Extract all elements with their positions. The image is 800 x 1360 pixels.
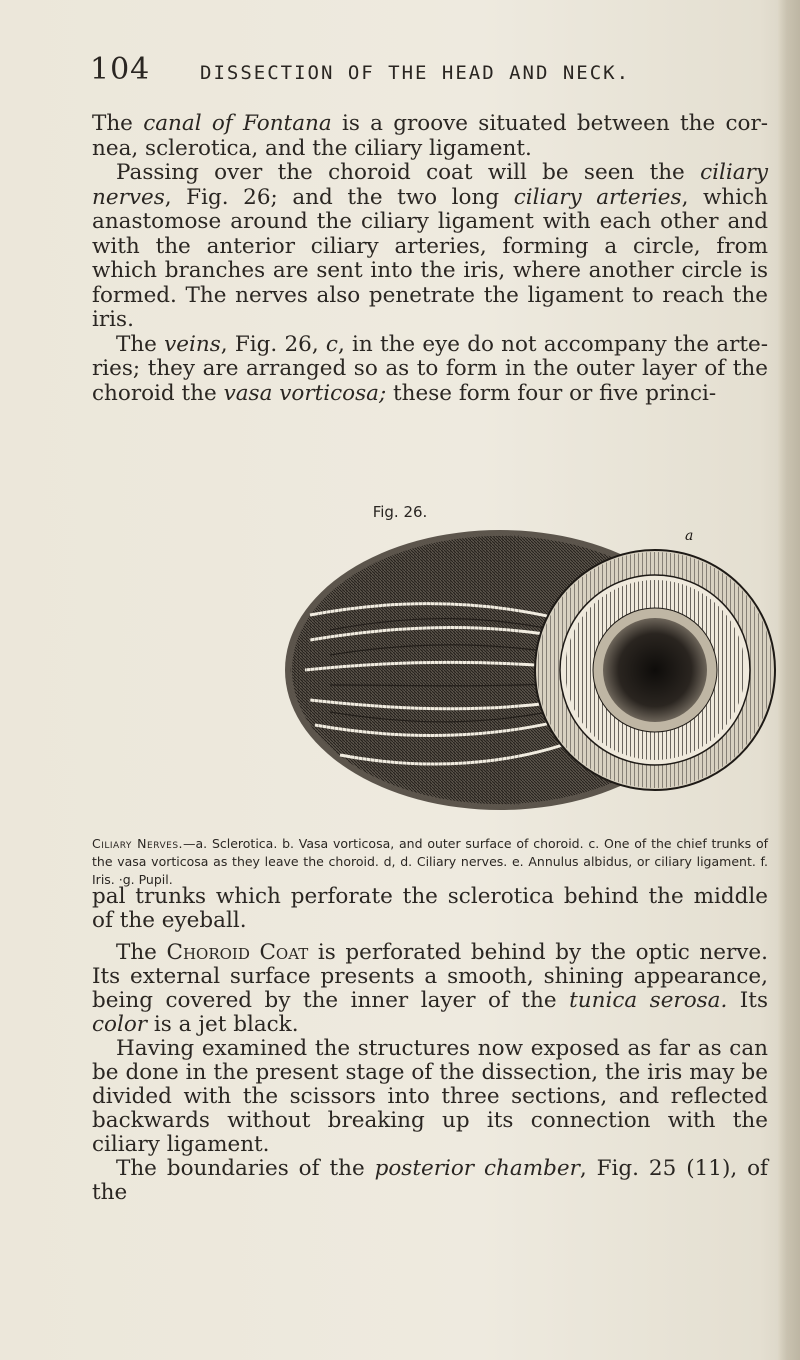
page-header <box>90 52 730 92</box>
running-head: DISSECTION OF THE HEAD AND NECK. <box>200 62 631 84</box>
caption-title: Ciliary Nerves. <box>92 836 184 851</box>
paragraph-veins: The veins, Fig. 26, c, in the eye do not accompany the arteries; they are arranged so as to form in the outer layer of the choroid the vasa vorticosa; these form four or five princi- <box>92 331 768 406</box>
paragraph-choroid-coat: The Choroid Coat is perforated behind by the optic nerve. Its external surface presents a smooth, shining appearance, being covered by the inner layer of the tunica serosa. Its color is a jet black. <box>92 940 768 1037</box>
eyeball-illustration <box>270 520 790 820</box>
caption-text: —a. Sclerotica. b. Vasa vorticosa, and outer surface of choroid. c. One of the chief trunks of the vasa vorticosa as they leave the choroid. d, d. Ciliary nerves. e. Annulus albidus, or ciliary ligament. f. Iris. ·g. Pupil. <box>92 836 769 887</box>
paragraph-canal-of-fontana: The canal of Fontana is a groove situated between the cornea, sclerotica, and the ciliary ligament. <box>92 111 768 161</box>
paragraph-ciliary-nerves: Passing over the choroid coat will be seen the ciliary nerves, Fig. 26; and the two long ciliary arteries, which anastomose around the ciliary ligament with each other and with the anterior ciliary arteries, forming a circle, from which branches are sent into the iris, where another circle is formed. The nerves also penetrate the ligament to reach the iris. <box>92 160 768 332</box>
figure-caption <box>92 835 768 889</box>
lower-text <box>92 885 768 1205</box>
page-number: 104 <box>90 52 151 87</box>
paragraph-posterior-chamber: The boundaries of the posterior chamber, Fig. 25 (11), of the <box>92 1156 768 1205</box>
upper-text <box>92 112 768 406</box>
paragraph-trunks: pal trunks which perforate the sclerotica behind the middle of the eyeball. <box>92 884 768 933</box>
paragraph-iris-division: Having examined the structures now exposed as far as can be done in the present stage of the dissection, the iris may be divided with the scissors into three sections, and reflected backwards without breaking up its connection with the ciliary ligament. <box>92 1036 768 1157</box>
figure-title: Fig. 26. <box>372 503 428 521</box>
figure-label-a: a <box>685 528 694 544</box>
pupil <box>603 618 707 722</box>
